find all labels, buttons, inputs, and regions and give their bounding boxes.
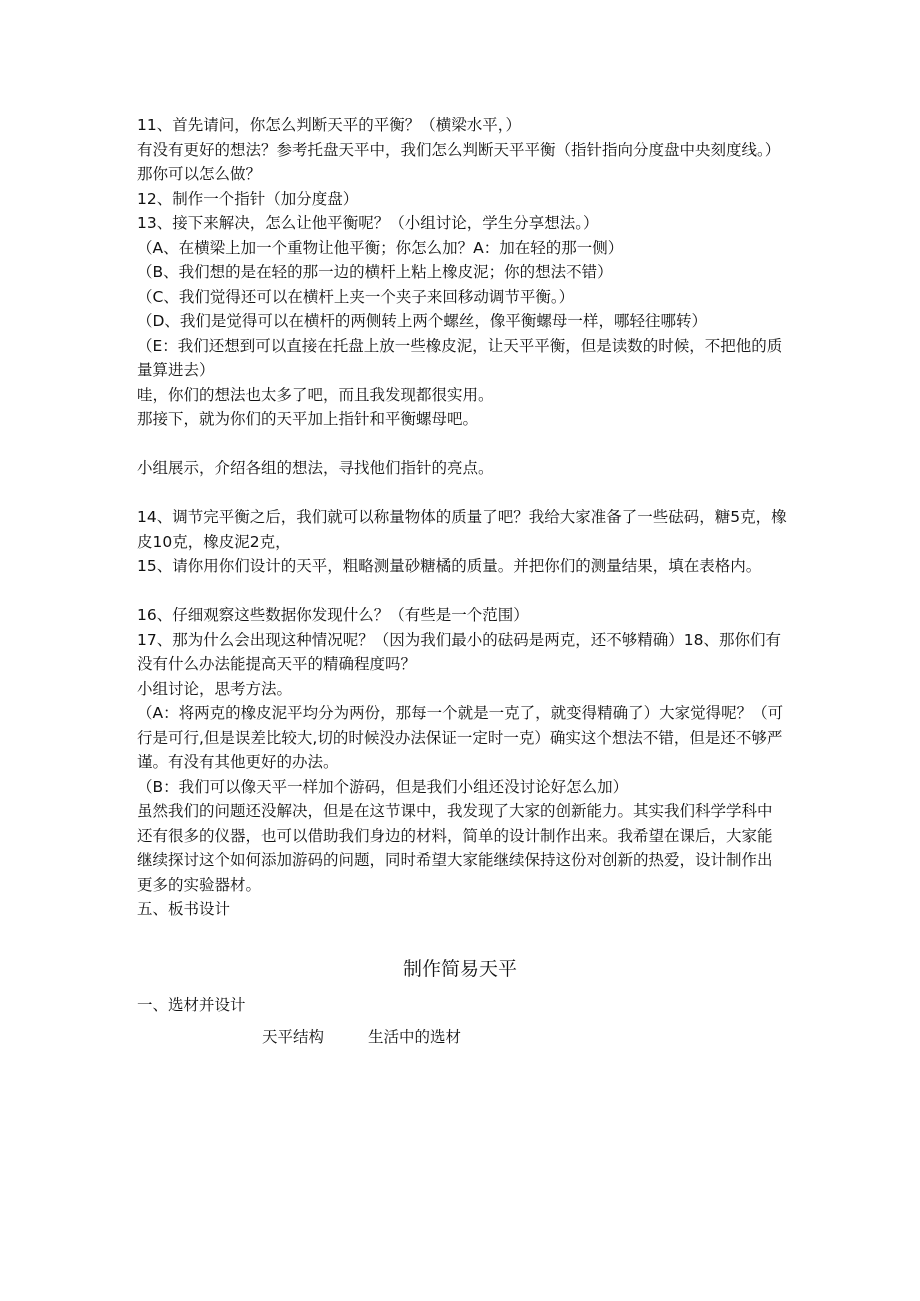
paragraph-comment: 哇，你们的想法也太多了吧，而且我发现都很实用。 [137, 385, 494, 404]
paragraph-summary: 虽然我们的问题还没解决，但是在这节课中，我发现了大家的创新能力。其实我们科学学科中还有很多的仪器，也可以借助我们身边的材料，简单的设计制作出来。我希望在课后，大家能继续探讨这个如何添加游码的问题，同时希望大家能继续保持这份对创新的热爱，设计制作出更多的实验器材。 [137, 802, 773, 894]
blank-line [137, 432, 787, 457]
board-section-one: 一、选材并设计 [137, 996, 246, 1014]
paragraph-q16: 16、仔细观察这些数据你发现什么？（有些是一个范围） [137, 606, 529, 624]
blank-line [137, 481, 787, 506]
paragraph-answer-b: （B、我们想的是在轻的那一边的横杆上粘上橡皮泥；你的想法不错） [137, 263, 613, 281]
board-title: 制作简易天平 [402, 958, 517, 980]
paragraph-answer-a: （A、在横梁上加一个重物让他平衡；你怎么加？A：加在轻的那一侧） [137, 238, 624, 257]
paragraph-q14: 14、调节完平衡之后，我们就可以称量物体的质量了吧？我给大家准备了一些砝码，糖5克，橡皮10克，橡皮泥2克， [137, 508, 787, 551]
section-heading-board-design: 五、板书设计 [137, 900, 231, 918]
paragraph-q11: 11、首先请问，你怎么判断天平的平衡？（横梁水平，） [137, 116, 521, 134]
board-label-materials: 生活中的选材 [368, 1028, 462, 1046]
paragraph-q11-followup: 有没有更好的想法？参考托盘天平中，我们怎么判断天平平衡（指针指向分度盘中央刻度线。）那你可以怎么做？ [137, 140, 781, 183]
paragraph-q12: 12、制作一个指针（加分度盘） [137, 189, 359, 208]
paragraph-group-show: 小组展示，介绍各组的想法，寻找他们指针的亮点。 [137, 459, 494, 477]
paragraph-next-step: 那接下，就为你们的天平加上指针和平衡螺母吧。 [137, 410, 479, 428]
paragraph-method-b: （B：我们可以像天平一样加个游码，但是我们小组还没讨论好怎么加） [137, 777, 629, 796]
board-label-structure: 天平结构 [262, 1028, 325, 1046]
paragraph-q13: 13、接下来解决，怎么让他平衡呢？（小组讨论，学生分享想法。） [137, 214, 599, 232]
paragraph-answer-d: （D、我们是觉得可以在横杆的两侧转上两个螺丝，像平衡螺母一样，哪轻往哪转） [137, 312, 707, 330]
paragraph-q15: 15、请你用你们设计的天平，粗略测量砂糖橘的质量。并把你们的测量结果，填在表格内。 [137, 557, 762, 575]
paragraph-q17-q18: 17、那为什么会出现这种情况呢？（因为我们最小的砝码是两克，还不够精确）18、那你们有没有什么办法能提高天平的精确程度吗？ [137, 630, 781, 673]
body-text [137, 113, 787, 922]
paragraph-group-discussion: 小组讨论，思考方法。 [137, 679, 293, 698]
paragraph-answer-e: （E：我们还想到可以直接在托盘上放一些橡皮泥，让天平平衡，但是读数的时候，不把他的质量算进去） [137, 336, 783, 379]
blank-line [137, 579, 787, 604]
paragraph-method-a: （A：将两克的橡皮泥平均分为两份，那每一个就是一克了，就变得精确了）大家觉得呢？（可行是可行,但是误差比较大,切的时候没办法保证一定时一克）确实这个想法不错，但是还不够严谨。有没有其他更好的办法。 [137, 704, 784, 771]
paragraph-answer-c: （C、我们觉得还可以在横杆上夹一个夹子来回移动调节平衡。） [137, 287, 575, 306]
